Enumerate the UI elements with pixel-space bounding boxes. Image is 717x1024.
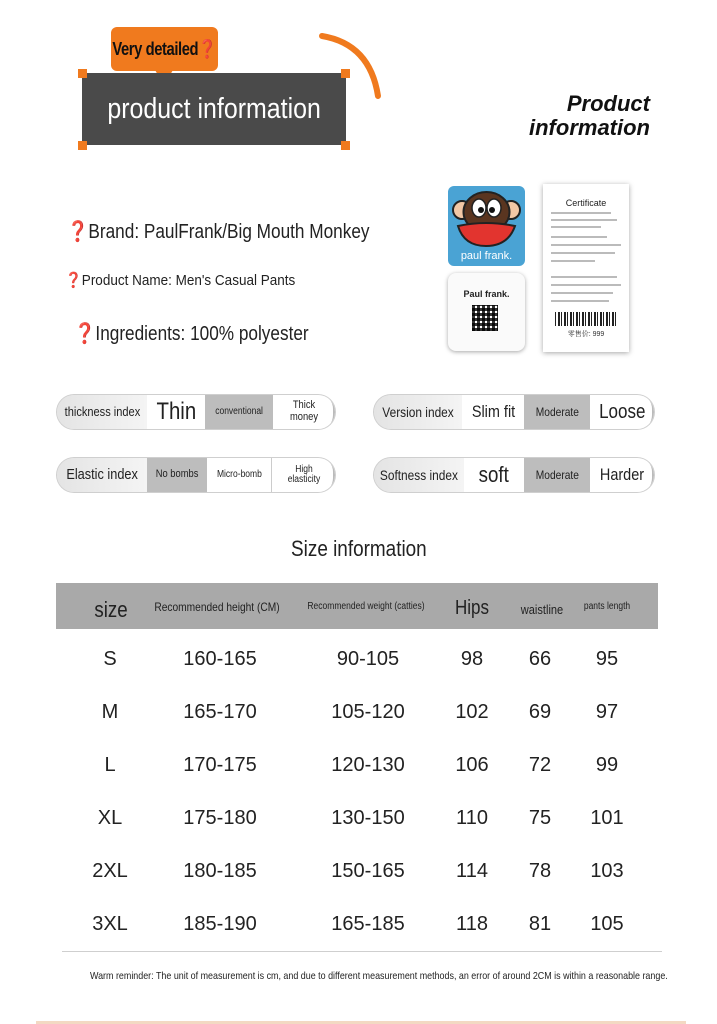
cell-waistline: 75 [528, 807, 552, 829]
corner-marker [341, 141, 350, 150]
cell-weight: 120-130 [331, 754, 405, 776]
version-option-moderate: Moderate [524, 395, 590, 429]
cell-height: 185-190 [183, 913, 257, 935]
header-height: Recommended height (CM) [154, 600, 280, 614]
certificate-text-line [551, 276, 617, 278]
cell-hips: 102 [455, 701, 489, 723]
certificate-text-line [551, 212, 611, 214]
title-box-text: product information [107, 92, 321, 125]
header-hips: Hips [454, 597, 490, 619]
cell-hips: 106 [455, 754, 489, 776]
certificate-text-line [551, 252, 615, 254]
cell-weight: 105-120 [331, 701, 405, 723]
header-size: size [94, 597, 128, 622]
certificate-text-line [551, 236, 607, 238]
softness-option-moderate: Moderate [524, 458, 590, 492]
header-pants-length: pants length [583, 601, 631, 612]
cell-weight: 90-105 [336, 648, 400, 670]
certificate-price: 零售价: 999 [567, 331, 605, 338]
warm-reminder: Warm reminder: The unit of measurement is cm, and due to different measurement methods, an error of around 2CM is within a reasonable range. [90, 970, 668, 982]
certificate-text-line [551, 260, 595, 262]
cell-waistline: 78 [528, 860, 552, 882]
cell-size: XL [97, 807, 123, 829]
ingredients-line: ❓Ingredients: 100% polyester [74, 323, 309, 345]
thickness-index-bar [57, 395, 335, 429]
cell-waistline: 69 [528, 701, 552, 723]
cell-hips: 98 [460, 648, 484, 670]
cell-pants-length: 95 [595, 648, 619, 670]
decorative-arc [300, 30, 390, 110]
thickness-option-conventional: conventional [205, 395, 273, 429]
hang-tag-brand: paul frank. [460, 250, 513, 262]
cell-weight: 130-150 [331, 807, 405, 829]
cell-waistline: 72 [528, 754, 552, 776]
header-waistline: waistline [520, 602, 564, 617]
softness-option-harder: Harder [590, 458, 654, 492]
cell-height: 170-175 [183, 754, 257, 776]
cell-waistline: 66 [528, 648, 552, 670]
cell-height: 175-180 [183, 807, 257, 829]
certificate-text-line [551, 292, 613, 294]
thickness-option-thin: Thin [147, 395, 205, 429]
cell-size: 3XL [92, 913, 128, 935]
heading-line-2: information [529, 115, 650, 140]
cell-size: 2XL [92, 860, 128, 882]
cell-weight: 150-165 [331, 860, 405, 882]
elastic-index-bar [57, 458, 335, 492]
version-index-bar [374, 395, 654, 429]
version-index-label: Version index [374, 395, 462, 429]
detail-tag-text: Very detailed❓ [112, 38, 217, 59]
cell-height: 160-165 [183, 648, 257, 670]
cell-hips: 110 [456, 807, 488, 829]
corner-marker [78, 141, 87, 150]
certificate-text-line [551, 284, 621, 286]
cell-hips: 118 [456, 913, 488, 935]
barcode-icon [555, 312, 617, 326]
version-option-loose: Loose [590, 395, 654, 429]
certificate-tag [543, 184, 629, 352]
cell-waistline: 81 [528, 913, 552, 935]
elastic-option-high-elasticity: High elasticity [271, 458, 335, 492]
elastic-option-no-bombs: No bombs [147, 458, 207, 492]
small-tag-brand: Paul frank. [463, 289, 510, 299]
cell-pants-length: 101 [590, 807, 624, 829]
cell-height: 180-185 [183, 860, 257, 882]
elastic-option-micro-bomb: Micro-bomb [207, 458, 271, 492]
cell-pants-length: 103 [590, 860, 624, 882]
corner-marker [78, 69, 87, 78]
elastic-index-label: Elastic index [57, 458, 147, 492]
monkey-logo-icon [448, 186, 525, 250]
size-table-header [56, 583, 658, 629]
certificate-text-line [551, 244, 621, 246]
cell-weight: 165-185 [331, 913, 405, 935]
softness-index-bar [374, 458, 654, 492]
product-information-heading [500, 92, 650, 140]
detail-tag-bubble [111, 27, 218, 71]
table-divider [62, 951, 662, 952]
certificate-text-line [551, 219, 617, 221]
certificate-text-line [551, 300, 609, 302]
qr-code-icon [472, 305, 498, 331]
cell-pants-length: 99 [595, 754, 619, 776]
cell-size: S [103, 648, 117, 670]
cell-hips: 114 [456, 860, 488, 882]
softness-option-soft: soft [464, 458, 524, 492]
cell-size: L [104, 754, 116, 776]
cell-pants-length: 105 [590, 913, 624, 935]
product-name-line: ❓Product Name: Men's Casual Pants [65, 272, 296, 289]
header-weight: Recommended weight (catties) [307, 601, 425, 612]
certificate-text-line [551, 226, 601, 228]
cell-size: M [101, 701, 119, 723]
cell-height: 165-170 [183, 701, 257, 723]
heading-line-1: Product [566, 91, 650, 116]
small-tag [448, 273, 525, 351]
cell-pants-length: 97 [595, 701, 619, 723]
version-option-slim-fit: Slim fit [462, 395, 524, 429]
thickness-index-label: thickness index [57, 395, 147, 429]
hang-tag [448, 186, 525, 266]
brand-line: ❓Brand: PaulFrank/Big Mouth Monkey [67, 221, 370, 243]
certificate-title: Certificate [565, 198, 607, 208]
softness-index-label: Softness index [374, 458, 464, 492]
size-information-title: Size information [290, 536, 427, 561]
thickness-option-thick: Thick money [273, 395, 335, 429]
